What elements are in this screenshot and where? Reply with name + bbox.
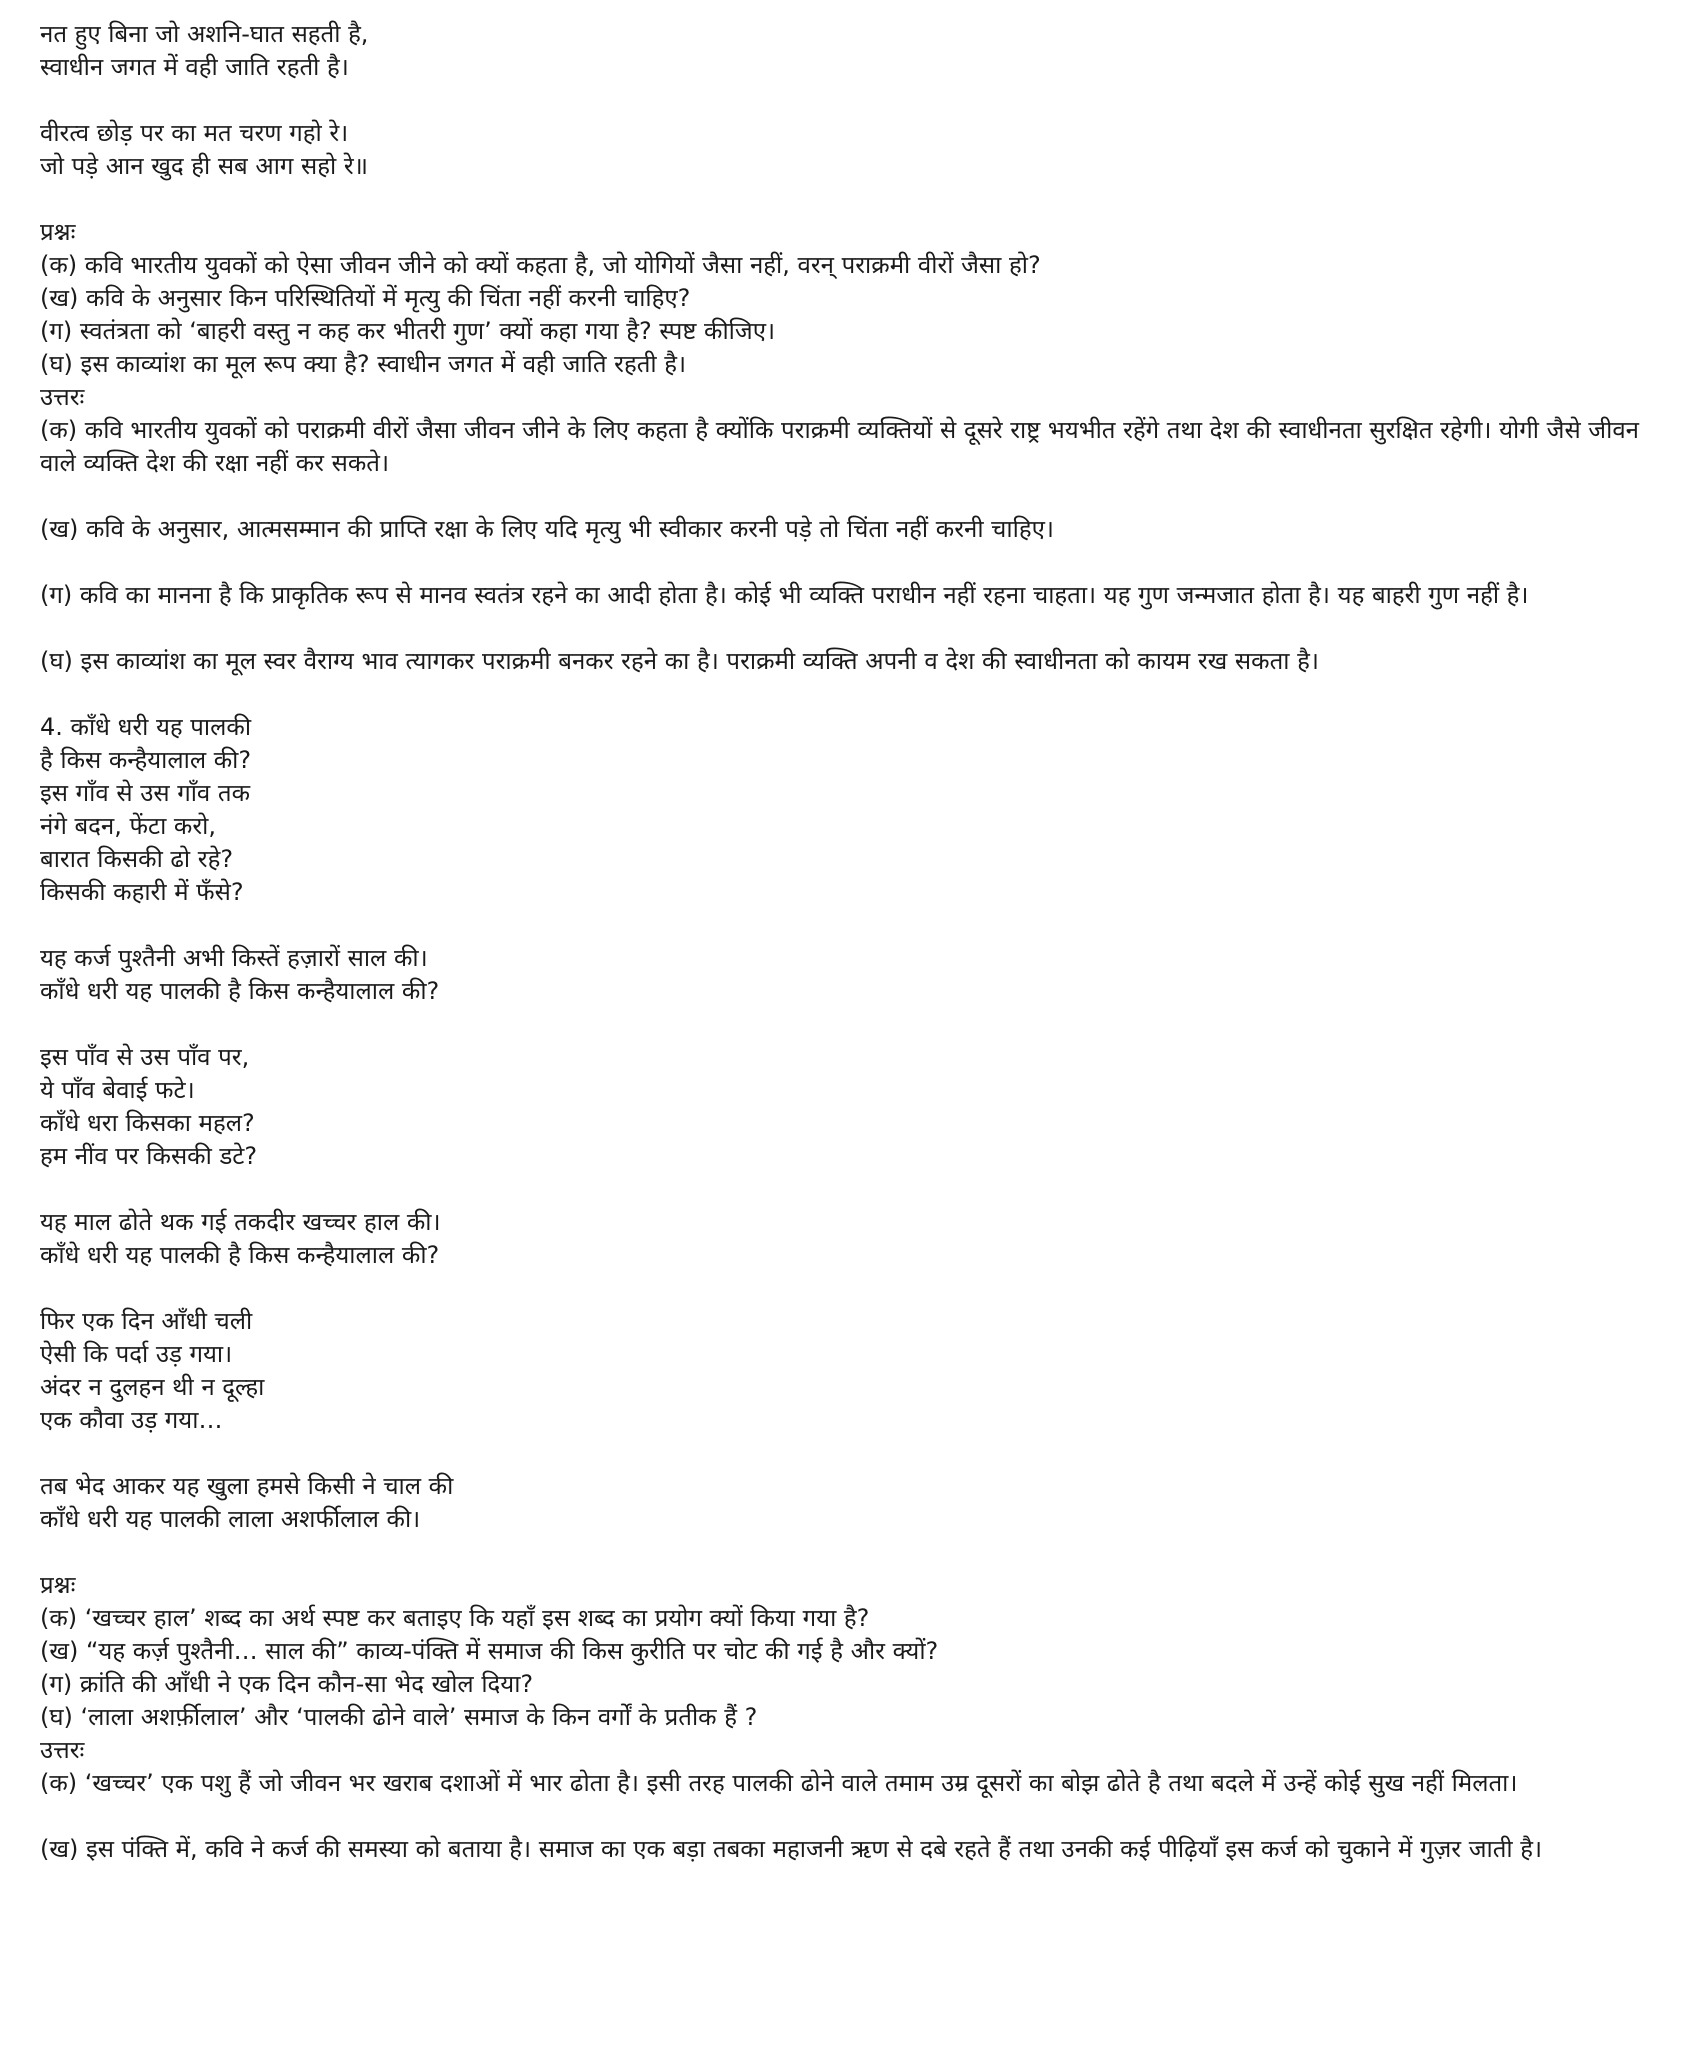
poem-line: फिर एक दिन आँधी चली	[40, 1307, 253, 1335]
prashn-label: प्रश्नः	[40, 218, 76, 246]
poem-line: नत हुए बिना जो अशनि-घात सहती है,	[40, 20, 369, 48]
poem-line: अंदर न दुलहन थी न दूल्हा	[40, 1373, 265, 1401]
poem-line: यह कर्ज पुश्तैनी अभी किस्तें हज़ारों साल की।	[40, 944, 428, 972]
poem-line: बारात किसकी ढो रहे?	[40, 845, 234, 873]
poem-line: यह माल ढोते थक गई तकदीर खच्चर हाल की।	[40, 1208, 441, 1236]
answer-item: (क) ‘खच्चर’ एक पशु हैं जो जीवन भर खराब दशाओं में भार ढोता है। इसी तरह पालकी ढोने वाले तमाम उम्र दूसरों का बोझ ढोते है तथा बदले में उन्हें कोई सुख नहीं मिलता।	[40, 1769, 1518, 1797]
question-item: (क) ‘खच्चर हाल’ शब्द का अर्थ स्पष्ट कर बताइए कि यहाँ इस शब्द का प्रयोग क्यों किया गया है?	[40, 1604, 870, 1632]
answer-item: (घ) इस काव्यांश का मूल स्वर वैराग्य भाव त्यागकर पराक्रमी बनकर रहने का है। पराक्रमी व्यक्ति अपनी व देश की स्वाधीनता को कायम रख सकता है।	[40, 647, 1319, 675]
uttar-label: उत्तरः	[40, 383, 85, 411]
answers-block	[40, 414, 1660, 678]
answer-item: (ख) कवि के अनुसार, आत्मसम्मान की प्राप्ति रक्षा के लिए यदि मृत्यु भी स्वीकार करनी पड़े तो चिंता नहीं करनी चाहिए।	[40, 515, 1054, 543]
answer-item: (ग) कवि का मानना है कि प्राकृतिक रूप से मानव स्वतंत्र रहने का आदी होता है। कोई भी व्यक्ति पराधीन नहीं रहना चाहता। यह गुण जन्मजात होता है। यह बाहरी गुण नहीं है।	[40, 581, 1529, 609]
poem-line: इस गाँव से उस गाँव तक	[40, 779, 251, 807]
poem-line: ऐसी कि पर्दा उड़ गया।	[40, 1340, 233, 1368]
poem-line: तब भेद आकर यह खुला हमसे किसी ने चाल की	[40, 1472, 454, 1500]
poem-line: काँधे धरी यह पालकी लाला अशर्फीलाल की।	[40, 1505, 421, 1533]
poem-line: काँधे धरी यह पालकी है किस कन्हैयालाल की?	[40, 977, 440, 1005]
poem-line: एक कौवा उड़ गया…	[40, 1406, 223, 1434]
poem-stanza	[40, 117, 1660, 183]
question-item: (घ) इस काव्यांश का मूल रूप क्या है? स्वाधीन जगत में वही जाति रहती है।	[40, 350, 687, 378]
question-item: (ख) “यह कर्ज़ पुश्तैनी… साल की” काव्य-पंक्ति में समाज की किस कुरीति पर चोट की गई है और क्यों?	[40, 1637, 939, 1665]
poem-4	[40, 711, 1660, 1536]
poem-line: वीरत्व छोड़ पर का मत चरण गहो रे।	[40, 119, 349, 147]
poem-line: नंगे बदन, फेंटा करो,	[40, 812, 217, 840]
question-item: (घ) ‘लाला अशर्फ़ीलाल’ और ‘पालकी ढोने वाले’ समाज के किन वर्गों के प्रतीक हैं ?	[40, 1703, 758, 1731]
prashn-label: प्रश्नः	[40, 1571, 76, 1599]
questions-block	[40, 1569, 1660, 1767]
questions-block	[40, 216, 1660, 414]
poem-line: काँधे धरा किसका महल?	[40, 1109, 255, 1137]
poem-line: काँधे धरी यह पालकी है किस कन्हैयालाल की?	[40, 1241, 440, 1269]
answer-item: (ख) इस पंक्ति में, कवि ने कर्ज की समस्या को बताया है। समाज का एक बड़ा तबका महाजनी ऋण से दबे रहते हैं तथा उनकी कई पीढ़ियाँ इस कर्ज को चुकाने में गुज़र जाती है।	[40, 1835, 1543, 1863]
question-item: (ग) क्रांति की आँधी ने एक दिन कौन-सा भेद खोल दिया?	[40, 1670, 534, 1698]
poem-line: किसकी कहारी में फँसे?	[40, 878, 244, 906]
poem-stanza	[40, 942, 1660, 1008]
question-item: (क) कवि भारतीय युवकों को ऐसा जीवन जीने को क्यों कहता है, जो योगियों जैसा नहीं, वरन् पराक्रमी वीरों जैसा हो?	[40, 251, 1041, 279]
poem-line: हम नींव पर किसकी डटे?	[40, 1142, 258, 1170]
poem-line: जो पड़े आन खुद ही सब आग सहो रे॥	[40, 152, 369, 180]
poem-line: ये पाँव बेवाई फटे।	[40, 1076, 195, 1104]
document-page	[40, 18, 1660, 1866]
poem-line: है किस कन्हैयालाल की?	[40, 746, 252, 774]
poem-line: इस पाँव से उस पाँव पर,	[40, 1043, 250, 1071]
poem-stanza	[40, 1305, 1660, 1437]
answer-item: (क) कवि भारतीय युवकों को पराक्रमी वीरों जैसा जीवन जीने के लिए कहता है क्योंकि पराक्रमी व्यक्तियों से दूसरे राष्ट्र भयभीत रहेंगे तथा देश की स्वाधीनता सुरक्षित रहेगी। योगी जैसे जीवन वाले व्यक्ति देश की रक्षा नहीं कर सकते।	[40, 416, 1639, 477]
poem-stanza	[40, 711, 1660, 909]
question-item: (ग) स्वतंत्रता को ‘बाहरी वस्तु न कह कर भीतरी गुण’ क्यों कहा गया है? स्पष्ट कीजिए।	[40, 317, 776, 345]
poem-stanza	[40, 1041, 1660, 1173]
uttar-label: उत्तरः	[40, 1736, 85, 1764]
poem-stanza	[40, 18, 1660, 84]
poem-stanza	[40, 1470, 1660, 1536]
question-item: (ख) कवि के अनुसार किन परिस्थितियों में मृत्यु की चिंता नहीं करनी चाहिए?	[40, 284, 691, 312]
poem-line: 4. काँधे धरी यह पालकी	[40, 713, 252, 741]
poem-line: स्वाधीन जगत में वही जाति रहती है।	[40, 53, 349, 81]
poem-stanza	[40, 1206, 1660, 1272]
answers-block	[40, 1767, 1660, 1866]
